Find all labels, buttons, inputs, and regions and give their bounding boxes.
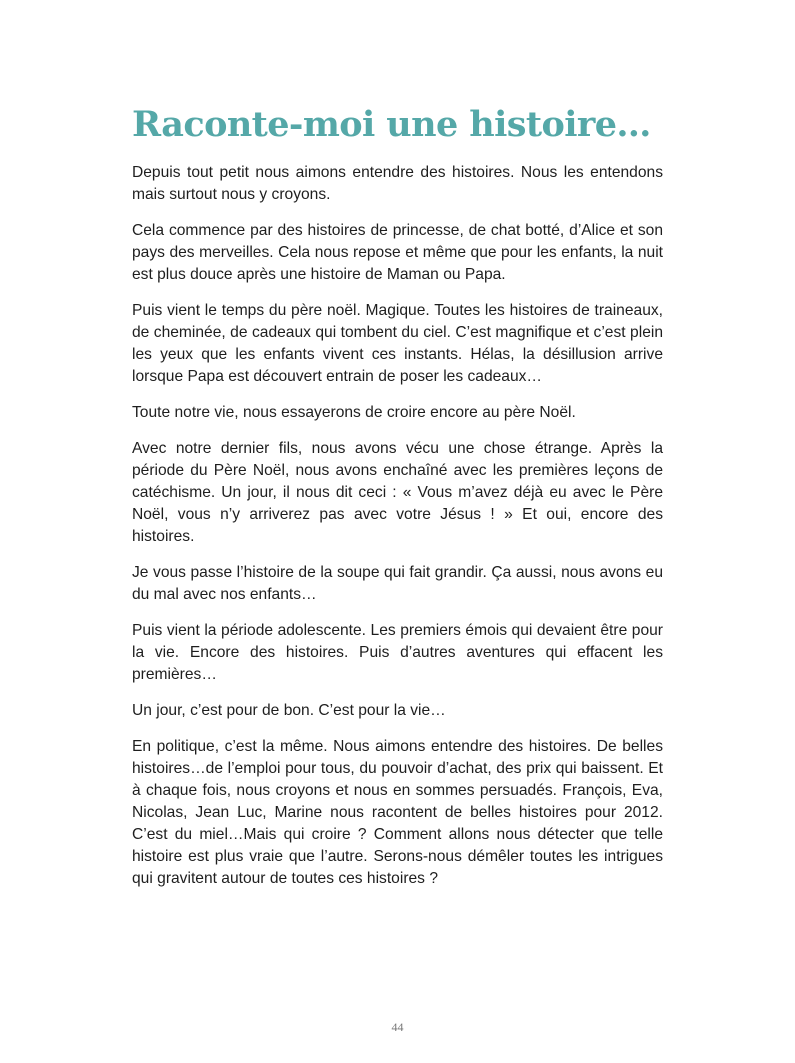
paragraph: Puis vient le temps du père noël. Magique. Toutes les histoires de traineaux, de cheminée, de cadeaux qui tombent du ciel. C’est magnifique et c’est plein les yeux que les enfants vivent ces instants. Hélas, la désillusion arrive lorsque Papa est découvert entrain de poser les cadeaux… [132,302,663,385]
paragraph: Avec notre dernier fils, nous avons vécu une chose étrange. Après la période du Père Noël, nous avons enchaîné avec les premières leçons de catéchisme. Un jour, il nous dit ceci : « Vous m’avez déjà eu avec le Père Noël, vous n’y arriverez pas avec votre Jésus ! » Et oui, encore des histoires. [132,440,663,545]
paragraph: Toute notre vie, nous essayerons de croire encore au père Noël. [132,404,576,421]
paragraph: Je vous passe l’histoire de la soupe qui fait grandir. Ça aussi, nous avons eu du mal avec nos enfants… [132,564,663,603]
paragraph: Depuis tout petit nous aimons entendre des histoires. Nous les entendons mais surtout nous y croyons. [132,164,663,203]
chapter-title: Raconte-moi une histoire… [132,104,651,145]
paragraph: Un jour, c’est pour de bon. C’est pour la vie… [132,702,446,719]
paragraph: Cela commence par des histoires de princesse, de chat botté, d’Alice et son pays des merveilles. Cela nous repose et même que pour les enfants, la nuit est plus douce après une histoire de Maman ou Papa. [132,222,663,283]
paragraph: En politique, c’est la même. Nous aimons entendre des histoires. De belles histoires…de l’emploi pour tous, du pouvoir d’achat, des prix qui baissent. Et à chaque fois, nous croyons et nous en sommes persuadés. François, Eva, Nicolas, Jean Luc, Marine nous racontent de belles histoires pour 2012. C’est du miel…Mais qui croire ? Comment allons nous détecter que telle histoire est plus vraie que l’autre. Serons-nous démêler toutes les intrigues qui gravitent autour de toutes ces histoires ? [132,738,663,887]
page-number: 44 [391,1020,404,1034]
chapter-body [132,162,663,904]
paragraph: Puis vient la période adolescente. Les premiers émois qui devaient être pour la vie. Encore des histoires. Puis d’autres aventures qui effacent les premières… [132,622,663,683]
